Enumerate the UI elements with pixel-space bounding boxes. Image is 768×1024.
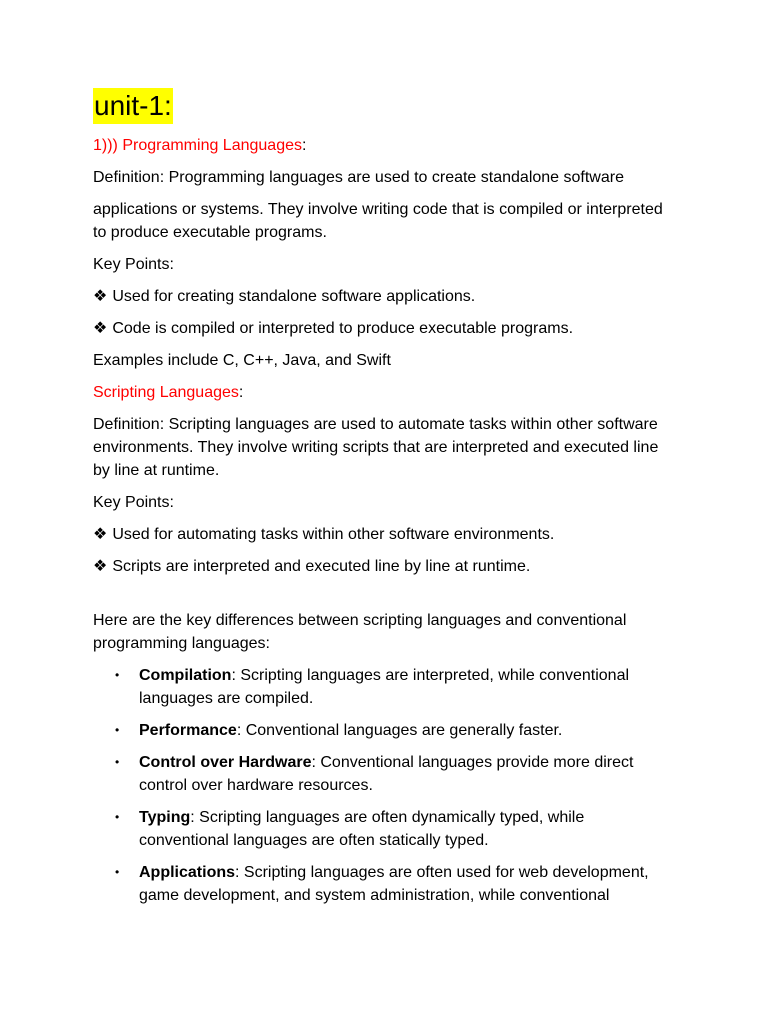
diamond-bullet-icon: ❖ bbox=[93, 558, 108, 575]
list-item bbox=[115, 751, 673, 797]
difference-text: : Scripting languages are interpreted, while conventional languages are compiled. bbox=[139, 667, 630, 707]
bullet-dot-icon: • bbox=[115, 668, 120, 682]
programming-languages-title bbox=[93, 134, 673, 157]
paragraph-spacer bbox=[93, 587, 673, 609]
difference-text: : Conventional languages provide more direct control over hardware resources. bbox=[139, 754, 634, 794]
programming-point-text: Used for creating standalone software applications. bbox=[112, 288, 476, 305]
differences-list bbox=[93, 664, 673, 907]
difference-term: Typing bbox=[139, 809, 191, 826]
diamond-bullet-icon: ❖ bbox=[93, 288, 108, 305]
bullet-dot-icon: • bbox=[115, 755, 120, 769]
list-item bbox=[115, 861, 673, 907]
scripting-point-text: Scripts are interpreted and executed line by line at runtime. bbox=[112, 558, 531, 575]
scripting-point bbox=[93, 523, 673, 546]
title-colon: : bbox=[302, 137, 307, 154]
difference-term: Control over Hardware bbox=[139, 754, 312, 771]
programming-definition-line1: Definition: Programming languages are used to create standalone software bbox=[93, 169, 624, 186]
bullet-dot-icon: • bbox=[115, 865, 120, 879]
scripting-languages-title-text: Scripting Languages bbox=[93, 384, 239, 401]
difference-term: Performance bbox=[139, 722, 237, 739]
scripting-point-text: Used for automating tasks within other software environments. bbox=[112, 526, 555, 543]
list-item bbox=[115, 806, 673, 852]
programming-key-points-label: Key Points: bbox=[93, 256, 174, 273]
programming-point bbox=[93, 317, 673, 340]
unit-heading: unit-1: bbox=[93, 88, 173, 124]
programming-point bbox=[93, 285, 673, 308]
unit-heading-row bbox=[93, 88, 673, 126]
programming-point-text: Code is compiled or interpreted to produce executable programs. bbox=[112, 320, 574, 337]
diamond-bullet-icon: ❖ bbox=[93, 320, 108, 337]
programming-examples: Examples include C, C++, Java, and Swift bbox=[93, 352, 391, 369]
difference-text: : Scripting languages are often used for web development, game development, and system administration, while conventional bbox=[139, 864, 649, 904]
bullet-dot-icon: • bbox=[115, 723, 120, 737]
difference-term: Compilation bbox=[139, 667, 232, 684]
title-colon: : bbox=[238, 384, 244, 401]
scripting-point bbox=[93, 555, 673, 578]
scripting-key-points-label: Key Points: bbox=[93, 494, 174, 511]
difference-text: : Conventional languages are generally faster. bbox=[236, 722, 563, 739]
bullet-dot-icon: • bbox=[115, 810, 120, 824]
difference-term: Applications bbox=[139, 864, 236, 881]
diamond-bullet-icon: ❖ bbox=[93, 526, 108, 543]
document-page bbox=[93, 88, 673, 916]
scripting-definition: Definition: Scripting languages are used to automate tasks within other software environments. They involve writing scripts that are interpreted and executed line by line at runtime. bbox=[93, 416, 659, 479]
differences-intro: Here are the key differences between scripting languages and conventional programming languages: bbox=[93, 612, 627, 652]
programming-definition-line2: applications or systems. They involve writing code that is compiled or interpreted to produce executable programs. bbox=[93, 201, 663, 241]
difference-text: : Scripting languages are often dynamically typed, while conventional languages are often statically typed. bbox=[139, 809, 585, 849]
programming-languages-title-text: 1))) Programming Languages bbox=[93, 137, 302, 154]
scripting-languages-title bbox=[93, 381, 673, 404]
list-item bbox=[115, 664, 673, 710]
list-item bbox=[115, 719, 673, 742]
